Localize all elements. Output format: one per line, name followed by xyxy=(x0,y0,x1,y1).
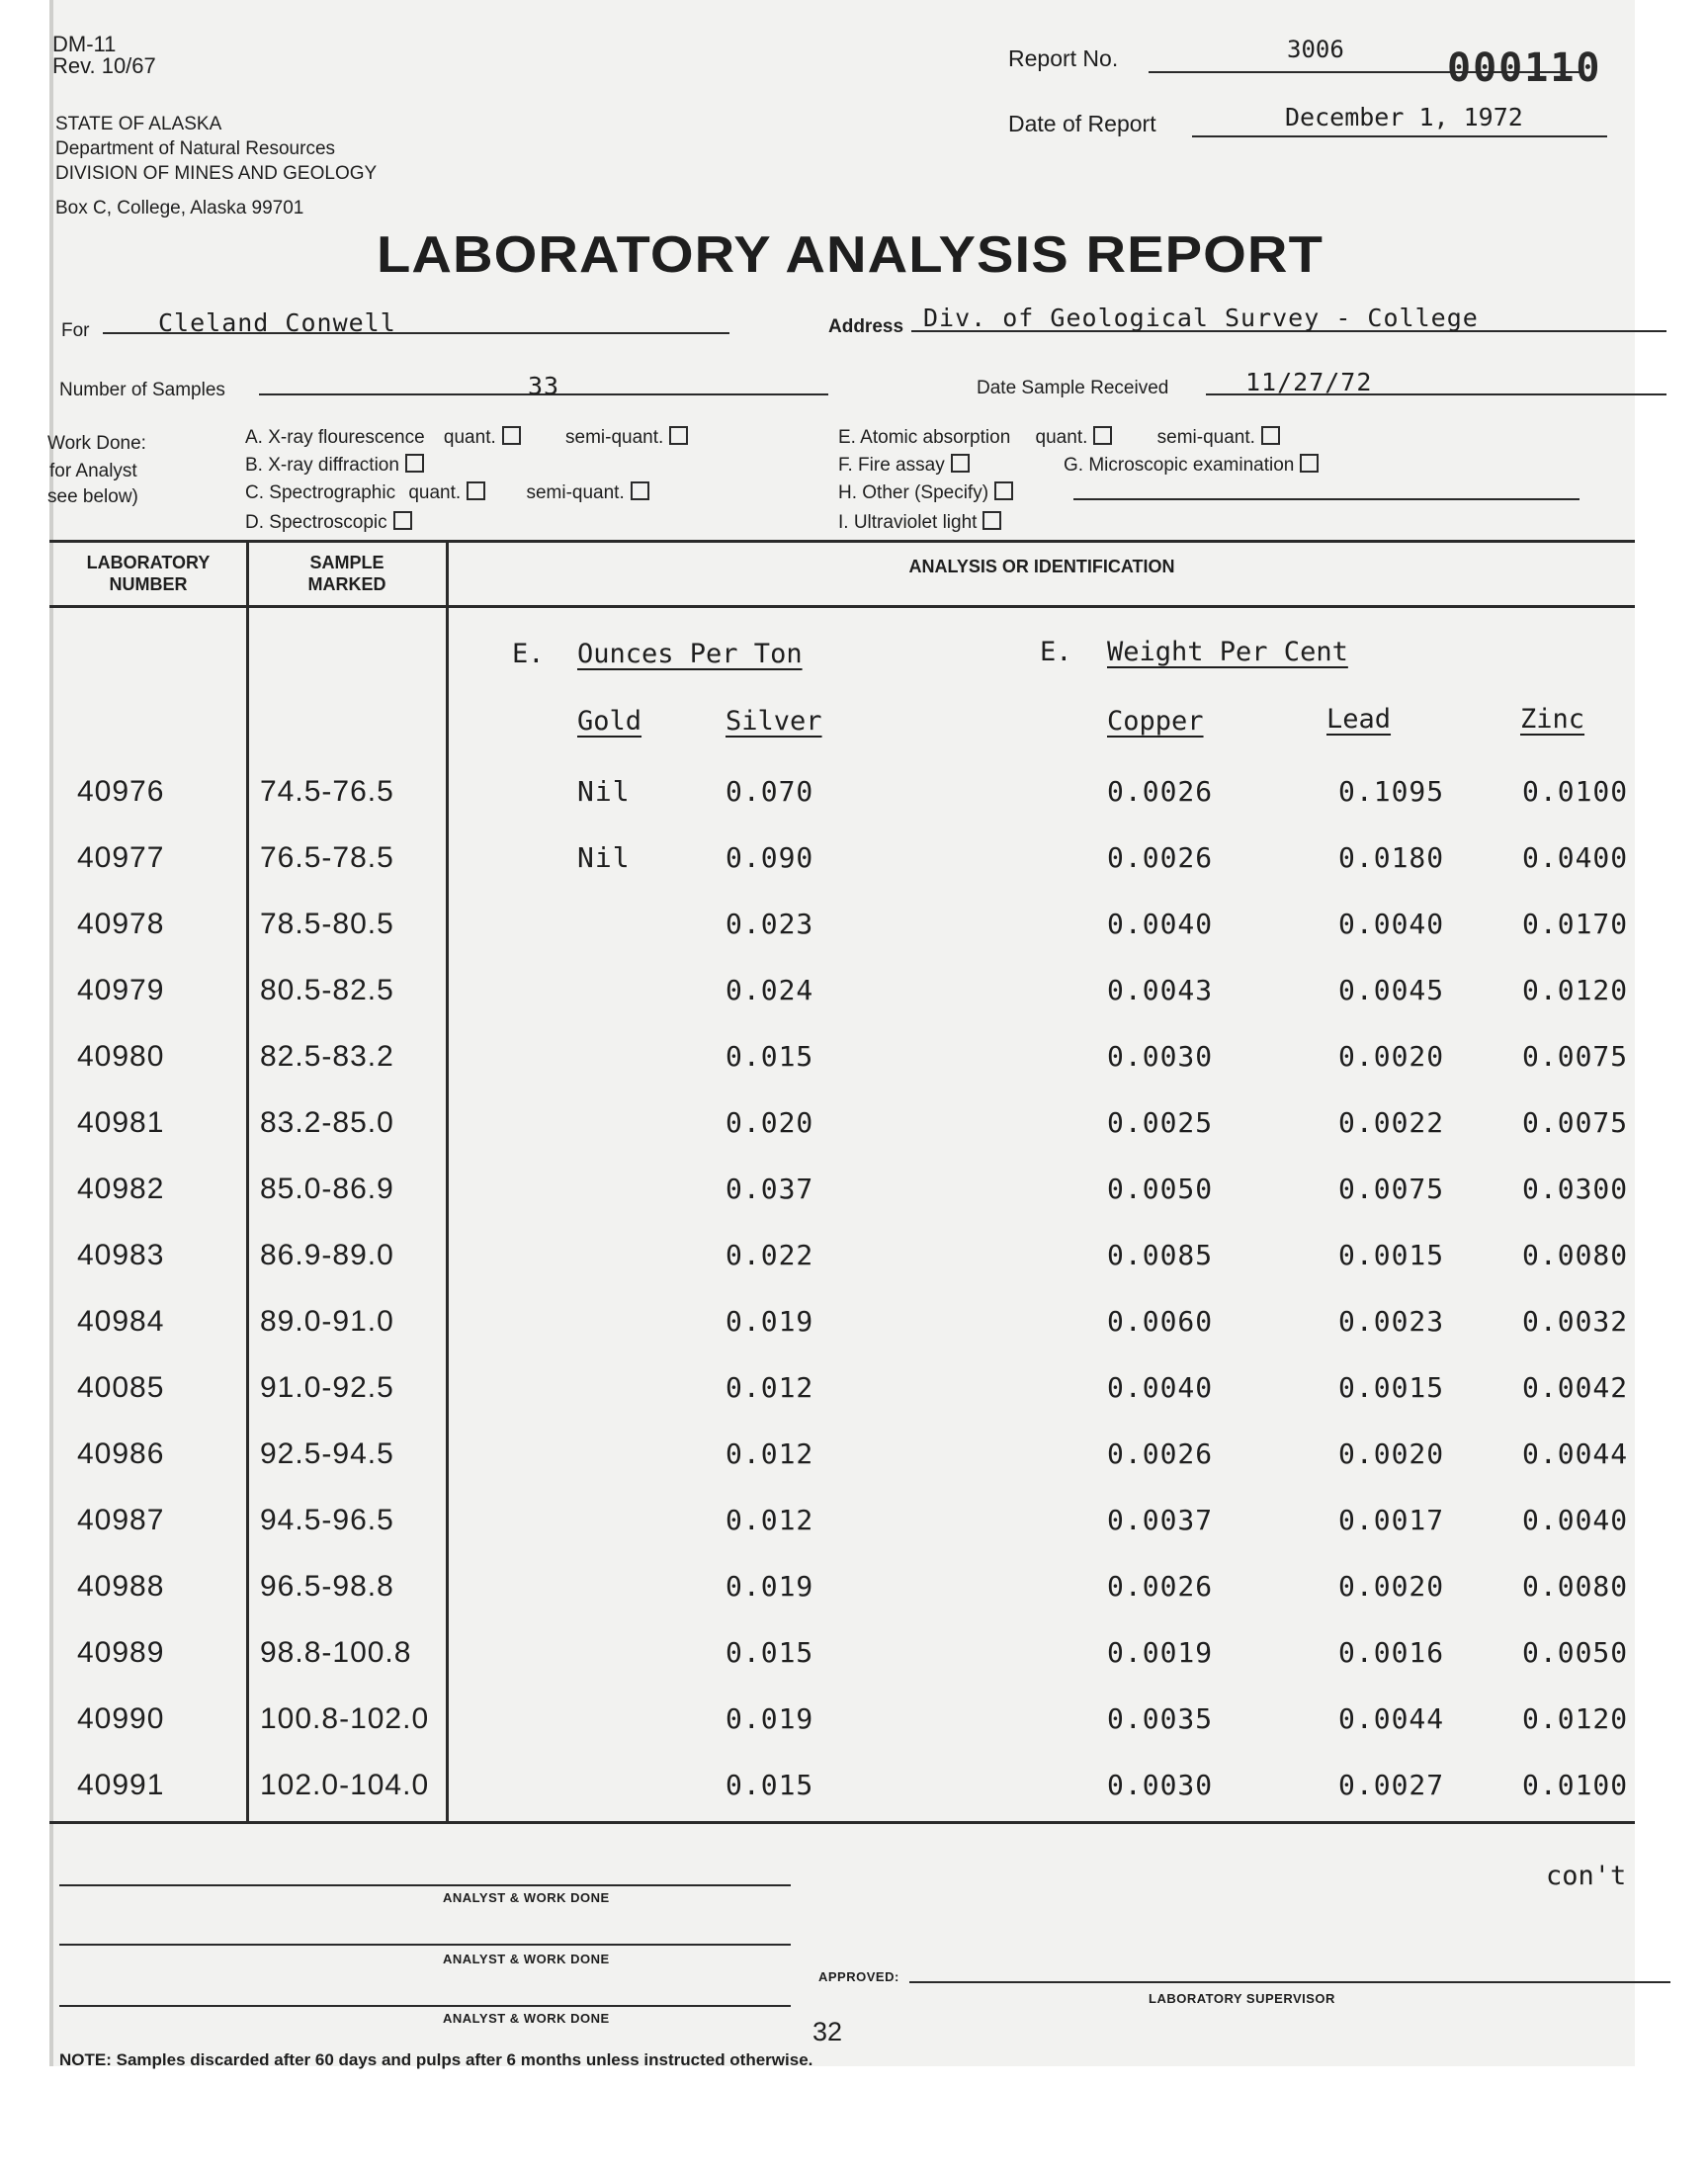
copper-cell: 0.0085 xyxy=(1107,1239,1214,1271)
h-silver: Silver xyxy=(726,706,822,737)
copper-cell: 0.0043 xyxy=(1107,974,1214,1006)
lab-number-cell: 40979 xyxy=(77,974,165,1006)
lead-cell: 0.0075 xyxy=(1338,1173,1445,1205)
work-done-label: Work Done: xyxy=(47,433,146,454)
agency-department: Department of Natural Resources xyxy=(55,138,336,159)
approved-label: APPROVED: xyxy=(818,1969,899,1984)
table-top-rule xyxy=(49,540,1635,543)
sample-marked-cell: 92.5-94.5 xyxy=(260,1437,394,1470)
for-value: Cleland Conwell xyxy=(158,308,396,337)
zinc-cell: 0.0044 xyxy=(1522,1437,1629,1470)
date-of-report-value: December 1, 1972 xyxy=(1285,103,1523,131)
lead-cell: 0.0016 xyxy=(1338,1636,1445,1669)
zinc-cell: 0.0120 xyxy=(1522,974,1629,1006)
silver-cell: 0.090 xyxy=(726,841,814,874)
lead-cell: 0.0020 xyxy=(1338,1437,1445,1470)
zinc-cell: 0.0300 xyxy=(1522,1173,1629,1205)
work-f-checkbox[interactable] xyxy=(951,454,970,473)
work-g-checkbox[interactable] xyxy=(1300,454,1319,473)
table-divider-1 xyxy=(246,542,249,1823)
lab-number-cell: 40990 xyxy=(77,1702,165,1735)
analyst-line-3 xyxy=(59,2005,791,2007)
sample-marked-cell: 86.9-89.0 xyxy=(260,1239,394,1271)
samples-value: 33 xyxy=(528,372,560,400)
table-bottom-rule xyxy=(49,1821,1635,1824)
group2-method: E. xyxy=(1040,637,1072,667)
lead-cell: 0.0023 xyxy=(1338,1305,1445,1338)
form-code: DM-11 xyxy=(52,32,117,56)
lab-number-cell: 40085 xyxy=(77,1371,165,1404)
work-a-quant-checkbox[interactable] xyxy=(502,426,521,445)
work-c-quant: quant. xyxy=(408,482,462,503)
copper-cell: 0.0035 xyxy=(1107,1702,1214,1735)
work-h-specify-line xyxy=(1073,498,1580,500)
date-of-report-label: Date of Report xyxy=(1008,111,1156,136)
copper-cell: 0.0060 xyxy=(1107,1305,1214,1338)
work-a-quant: quant. xyxy=(443,427,496,448)
received-value: 11/27/72 xyxy=(1245,368,1373,396)
gold-cell: Nil xyxy=(577,775,631,808)
work-b-label: B. X-ray diffraction xyxy=(245,455,399,476)
work-e xyxy=(838,423,1280,452)
zinc-cell: 0.0075 xyxy=(1522,1106,1629,1139)
lead-cell: 0.0045 xyxy=(1338,974,1445,1006)
group1-method: E. xyxy=(512,639,545,669)
address-label: Address xyxy=(828,316,904,337)
analyst-label-3: ANALYST & WORK DONE xyxy=(443,2011,610,2026)
sample-marked-cell: 83.2-85.0 xyxy=(260,1106,394,1139)
form-revision: Rev. 10/67 xyxy=(52,53,156,78)
lab-number-cell: 40981 xyxy=(77,1106,165,1139)
zinc-cell: 0.0400 xyxy=(1522,841,1629,874)
silver-cell: 0.070 xyxy=(726,775,814,808)
group2-title: Weight Per Cent xyxy=(1107,637,1348,667)
zinc-cell: 0.0080 xyxy=(1522,1239,1629,1271)
lab-number-cell: 40984 xyxy=(77,1305,165,1338)
col-sample-marked-header xyxy=(249,552,445,595)
col-sample-marked-line2: MARKED xyxy=(307,574,386,594)
sample-marked-cell: 76.5-78.5 xyxy=(260,841,394,874)
lead-cell: 0.0020 xyxy=(1338,1040,1445,1073)
agency-division: DIVISION OF MINES AND GEOLOGY xyxy=(55,163,378,184)
analyst-line-1 xyxy=(59,1884,791,1886)
work-a-label: A. X-ray flourescence xyxy=(245,427,425,448)
copper-cell: 0.0050 xyxy=(1107,1173,1214,1205)
table-divider-2 xyxy=(446,542,449,1823)
copper-cell: 0.0025 xyxy=(1107,1106,1214,1139)
discard-note: NOTE: Samples discarded after 60 days and pulps after 6 months unless instructed otherwise. xyxy=(59,2050,813,2069)
lab-number-cell: 40987 xyxy=(77,1504,165,1536)
work-h-label: H. Other (Specify) xyxy=(838,482,989,503)
lab-number-cell: 40976 xyxy=(77,775,165,808)
work-c-semi-checkbox[interactable] xyxy=(631,481,649,500)
lead-cell: 0.0015 xyxy=(1338,1239,1445,1271)
lab-number-cell: 40980 xyxy=(77,1040,165,1073)
work-e-semi-checkbox[interactable] xyxy=(1261,426,1280,445)
lab-number-cell: 40991 xyxy=(77,1769,165,1801)
work-d-label: D. Spectroscopic xyxy=(245,512,387,533)
zinc-cell: 0.0100 xyxy=(1522,1769,1629,1801)
lab-number-cell: 40983 xyxy=(77,1239,165,1271)
address-value: Div. of Geological Survey - College xyxy=(923,304,1479,332)
work-g-label: G. Microscopic examination xyxy=(1063,455,1295,476)
zinc-cell: 0.0042 xyxy=(1522,1371,1629,1404)
work-d-checkbox[interactable] xyxy=(393,511,412,530)
silver-cell: 0.023 xyxy=(726,908,814,940)
page-number: 32 xyxy=(812,2017,843,2046)
copper-cell: 0.0026 xyxy=(1107,1437,1214,1470)
sample-marked-cell: 89.0-91.0 xyxy=(260,1305,394,1338)
sample-marked-cell: 78.5-80.5 xyxy=(260,908,394,940)
h-lead: Lead xyxy=(1326,704,1392,735)
sample-marked-cell: 100.8-102.0 xyxy=(260,1702,430,1735)
work-a xyxy=(245,423,688,452)
copper-cell: 0.0026 xyxy=(1107,841,1214,874)
table-header-rule xyxy=(49,605,1635,608)
work-h xyxy=(838,478,1013,507)
zinc-cell: 0.0050 xyxy=(1522,1636,1629,1669)
gold-cell: Nil xyxy=(577,841,631,874)
sample-marked-cell: 96.5-98.8 xyxy=(260,1570,394,1603)
sample-marked-cell: 91.0-92.5 xyxy=(260,1371,394,1404)
silver-cell: 0.020 xyxy=(726,1106,814,1139)
work-i-checkbox[interactable] xyxy=(982,511,1001,530)
work-e-quant-checkbox[interactable] xyxy=(1093,426,1112,445)
report-no-value: 3006 xyxy=(1287,36,1344,63)
work-c-quant-checkbox[interactable] xyxy=(467,481,485,500)
lab-number-cell: 40989 xyxy=(77,1636,165,1669)
lead-cell: 0.0017 xyxy=(1338,1504,1445,1536)
group1-title: Ounces Per Ton xyxy=(577,639,803,669)
zinc-cell: 0.0080 xyxy=(1522,1570,1629,1603)
h-gold: Gold xyxy=(577,706,642,737)
work-e-semi: semi-quant. xyxy=(1156,427,1255,448)
silver-cell: 0.024 xyxy=(726,974,814,1006)
continued-note: con't xyxy=(1546,1861,1627,1891)
copper-cell: 0.0030 xyxy=(1107,1769,1214,1801)
supervisor-label: LABORATORY SUPERVISOR xyxy=(1149,1991,1335,2006)
report-no-label: Report No. xyxy=(1008,45,1119,71)
sample-marked-cell: 74.5-76.5 xyxy=(260,775,394,808)
lead-cell: 0.0027 xyxy=(1338,1769,1445,1801)
work-c-semi: semi-quant. xyxy=(526,482,625,503)
copper-cell: 0.0019 xyxy=(1107,1636,1214,1669)
work-f xyxy=(838,451,1319,479)
h-copper: Copper xyxy=(1107,706,1204,737)
h-zinc: Zinc xyxy=(1520,704,1585,735)
silver-cell: 0.019 xyxy=(726,1570,814,1603)
col-sample-marked-line1: SAMPLE xyxy=(309,553,384,572)
col-analysis-header: ANALYSIS OR IDENTIFICATION xyxy=(908,557,1175,576)
analyst-label-2: ANALYST & WORK DONE xyxy=(443,1952,610,1966)
lead-cell: 0.0180 xyxy=(1338,841,1445,874)
lead-cell: 0.1095 xyxy=(1338,775,1445,808)
silver-cell: 0.015 xyxy=(726,1040,814,1073)
sample-marked-cell: 80.5-82.5 xyxy=(260,974,394,1006)
stamp-number: 000110 xyxy=(1447,45,1602,91)
date-of-report-line xyxy=(1192,135,1607,137)
report-title: LABORATORY ANALYSIS REPORT xyxy=(377,226,1324,284)
work-done-label-2: for Analyst xyxy=(49,461,137,481)
analyst-label-1: ANALYST & WORK DONE xyxy=(443,1890,610,1905)
for-label: For xyxy=(61,320,90,341)
silver-cell: 0.019 xyxy=(726,1702,814,1735)
lead-cell: 0.0044 xyxy=(1338,1702,1445,1735)
lab-number-cell: 40988 xyxy=(77,1570,165,1603)
zinc-cell: 0.0170 xyxy=(1522,908,1629,940)
work-a-semi-checkbox[interactable] xyxy=(669,426,688,445)
silver-cell: 0.015 xyxy=(726,1636,814,1669)
work-i xyxy=(838,508,1001,537)
zinc-cell: 0.0075 xyxy=(1522,1040,1629,1073)
work-h-checkbox[interactable] xyxy=(994,481,1013,500)
lab-number-cell: 40982 xyxy=(77,1173,165,1205)
lead-cell: 0.0040 xyxy=(1338,908,1445,940)
sample-marked-cell: 102.0-104.0 xyxy=(260,1769,430,1801)
sheet-edge xyxy=(49,0,53,2066)
copper-cell: 0.0030 xyxy=(1107,1040,1214,1073)
received-label: Date Sample Received xyxy=(977,378,1169,398)
work-e-quant: quant. xyxy=(1035,427,1088,448)
sample-marked-cell: 85.0-86.9 xyxy=(260,1173,394,1205)
zinc-cell: 0.0100 xyxy=(1522,775,1629,808)
lab-number-cell: 40986 xyxy=(77,1437,165,1470)
sample-marked-cell: 94.5-96.5 xyxy=(260,1504,394,1536)
silver-cell: 0.022 xyxy=(726,1239,814,1271)
work-b-checkbox[interactable] xyxy=(405,454,424,473)
zinc-cell: 0.0032 xyxy=(1522,1305,1629,1338)
copper-cell: 0.0026 xyxy=(1107,775,1214,808)
silver-cell: 0.037 xyxy=(726,1173,814,1205)
silver-cell: 0.015 xyxy=(726,1769,814,1801)
silver-cell: 0.012 xyxy=(726,1437,814,1470)
copper-cell: 0.0026 xyxy=(1107,1570,1214,1603)
work-d xyxy=(245,508,412,537)
work-i-label: I. Ultraviolet light xyxy=(838,512,978,533)
sample-marked-cell: 98.8-100.8 xyxy=(260,1636,412,1669)
work-f-label: F. Fire assay xyxy=(838,455,945,476)
copper-cell: 0.0037 xyxy=(1107,1504,1214,1536)
col-lab-number-header xyxy=(51,552,245,595)
silver-cell: 0.012 xyxy=(726,1504,814,1536)
silver-cell: 0.012 xyxy=(726,1371,814,1404)
zinc-cell: 0.0040 xyxy=(1522,1504,1629,1536)
silver-cell: 0.019 xyxy=(726,1305,814,1338)
lab-number-cell: 40978 xyxy=(77,908,165,940)
work-a-semi: semi-quant. xyxy=(565,427,664,448)
report-sheet xyxy=(47,0,1635,2069)
sample-marked-cell: 82.5-83.2 xyxy=(260,1040,394,1073)
col-lab-number-line2: NUMBER xyxy=(109,574,188,594)
lead-cell: 0.0015 xyxy=(1338,1371,1445,1404)
approved-line xyxy=(909,1981,1670,1983)
agency-address: Box C, College, Alaska 99701 xyxy=(55,198,304,218)
zinc-cell: 0.0120 xyxy=(1522,1702,1629,1735)
lab-number-cell: 40977 xyxy=(77,841,165,874)
agency-state: STATE OF ALASKA xyxy=(55,114,222,134)
copper-cell: 0.0040 xyxy=(1107,908,1214,940)
lead-cell: 0.0020 xyxy=(1338,1570,1445,1603)
work-c-label: C. Spectrographic xyxy=(245,482,396,503)
analyst-line-2 xyxy=(59,1944,791,1946)
work-done-label-3: see below) xyxy=(47,486,138,507)
lead-cell: 0.0022 xyxy=(1338,1106,1445,1139)
copper-cell: 0.0040 xyxy=(1107,1371,1214,1404)
work-b xyxy=(245,451,424,479)
work-e-label: E. Atomic absorption xyxy=(838,427,1011,448)
work-c xyxy=(245,478,649,507)
col-lab-number-line1: LABORATORY xyxy=(86,553,211,572)
samples-label: Number of Samples xyxy=(59,380,225,400)
